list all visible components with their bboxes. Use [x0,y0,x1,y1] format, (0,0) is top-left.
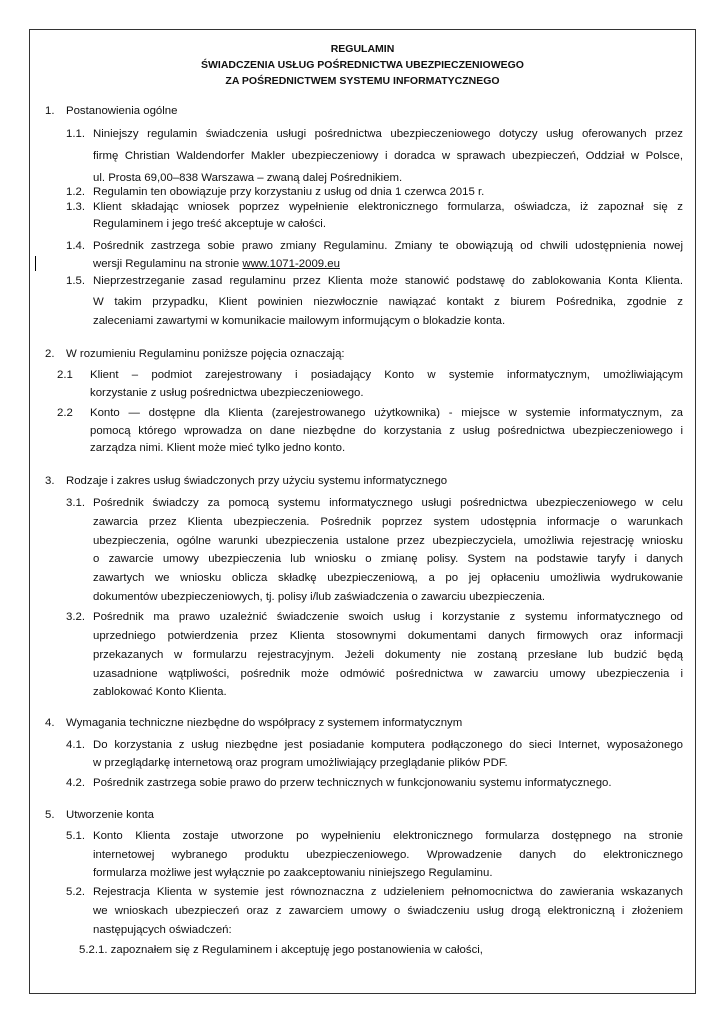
paragraph-line: Pośrednik ma prawo uzależnić świadczenie swoich usług i korzystanie z systemu informatycznego od [93,611,683,623]
paragraph-line: zawarcia przez Klienta ubezpieczenia. Pośrednik poprzez system udostępnia informacje o warunkach [93,516,683,528]
subparagraph-line: 5.2.1. zapoznałem się z Regulaminem i akceptuję jego postanowienia w całości, [79,944,483,956]
paragraph-line: zarządza nimi. Klient może mieć tylko jedno konto. [90,442,346,454]
paragraph-number: 3.2. [66,611,85,623]
section-number: 5. [45,809,55,821]
section-number: 2. [45,348,55,360]
section-heading: Postanowienia ogólne [66,105,178,117]
section-heading: Rodzaje i zakres usług świadczonych przy użyciu systemu informatycznego [66,475,448,487]
paragraph-line: następujących oświadczeń: [93,924,232,936]
document-title: REGULAMIN [330,43,395,55]
revision-change-bar [35,256,36,271]
paragraph-line: Do korzystania z usług niezbędne jest posiadanie komputera podłączonego do sieci Internet, wyposażonego [93,739,683,751]
paragraph-number: 1.5. [66,275,85,287]
section-heading: Utworzenie konta [66,809,155,821]
paragraph-number: 1.4. [66,240,85,252]
section-number: 4. [45,717,55,729]
document-subtitle-line-2: ZA POŚREDNICTWEM SYSTEMU INFORMATYCZNEGO [225,75,500,87]
paragraph-line: Regulamin ten obowiązuje przy korzystaniu z usług od dnia 1 czerwca 2015 r. [93,186,485,198]
paragraph-line: pomocą którego wprowadza on dane niezbędne do korzystania z usług pośrednictwa ubezpieczeniowego i [90,425,683,437]
paragraph-line: firmę Christian Waldendorfer Makler ubezpieczeniowy i doradca w sprawach ubezpieczeń, Oddział w Polsce, [93,150,683,162]
paragraph-number: 5.2. [66,886,85,898]
paragraph-line: we wnioskach ubezpieczeń oraz z zawarciem umowy o świadczeniu usług drogą elektroniczną i złożeniem [93,905,683,917]
website-link[interactable]: www.1071-2009.eu [242,258,340,270]
paragraph-line: uzasadnione wątpliwości, pośrednik może odmówić pośrednictwa w zawarciu umowy ubezpieczenia i [93,668,683,680]
paragraph-number: 5.1. [66,830,85,842]
paragraph-line: dokumentów ubezpieczeniowych, tj. polisy i/lub zaświadczenia o zawarciu ubezpieczenia. [93,591,546,603]
paragraph-line: ul. Prosta 69,00–838 Warszawa – zwaną dalej Pośrednikiem. [93,172,403,184]
paragraph-line: Pośrednik zastrzega sobie prawo zmiany Regulaminu. Zmiany te obowiązują od chwili udostępnienia nowej [93,240,683,252]
paragraph-number: 1.1. [66,128,85,140]
paragraph-text: wersji Regulaminu na stronie [93,258,240,270]
paragraph-line: Rejestracja Klienta w systemie jest równoznaczna z udzieleniem pełnomocnictwa do zawierania wskazanych [93,886,683,898]
paragraph-line: Konto — dostępne dla Klienta (zarejestrowanego użytkownika) - miejsce w systemie informatycznym, za [90,407,683,419]
section-heading: Wymagania techniczne niezbędne do współpracy z systemem informatycznym [66,717,463,729]
paragraph-number: 2.1 [57,369,73,381]
document-subtitle-line-1: ŚWIADCZENIA USŁUG POŚREDNICTWA UBEZPIECZENIOWEGO [201,59,524,71]
paragraph-line: Pośrednik świadczy za pomocą systemu informatycznego usługi pośrednictwa ubezpieczeniowego w celu [93,497,683,509]
paragraph-number: 4.2. [66,777,85,789]
section-number: 3. [45,475,55,487]
paragraph-number: 2.2 [57,407,73,419]
paragraph-line: Niniejszy regulamin świadczenia usługi pośrednictwa ubezpieczeniowego dotyczy usług oferowanych przez [93,128,683,140]
paragraph-line: ubezpieczenia, ogólne warunki ubezpieczenia ustalone przez ubezpieczyciela, umożliwia rejestrację wniosku [93,535,683,547]
paragraph-line: Klient składając wniosek poprzez wypełnienie elektronicznego formularza, oświadcza, iż zapoznał się z [93,201,683,213]
paragraph-line: zawartych we wniosku oblicza składkę ubezpieczeniową, a po jej opłaceniu umożliwia wydrukowanie [93,572,683,584]
paragraph-line: przekazanych w formularzu rejestracyjnym. Jeżeli dokumenty nie zostaną przesłane lub budzić będą [93,649,683,661]
paragraph-line: Klient – podmiot zarejestrowany i posiadający Konto w systemie informatycznym, umożliwiającym [90,369,683,381]
paragraph-line: o zawarcie umowy ubezpieczenia lub wniosku o zmianę polisy. System na podstawie taryfy i danych [93,553,683,565]
paragraph-number: 1.3. [66,201,85,213]
paragraph-number: 3.1. [66,497,85,509]
paragraph-line: zablokować Konto Klienta. [93,686,227,698]
paragraph-line: uprzedniego potwierdzenia przez Klienta stosownymi dokumentami danych firmowych oraz informacji [93,630,683,642]
section-number: 1. [45,105,55,117]
paragraph-line: Konto Klienta zostaje utworzone po wypełnieniu elektronicznego formularza dostępnego na stronie [93,830,683,842]
paragraph-line: Nieprzestrzeganie zasad regulaminu przez Klienta może stanowić podstawę do zablokowania Konta Klienta. [93,275,683,287]
paragraph-number: 4.1. [66,739,85,751]
paragraph-line: zaleceniami zawartymi w komunikacie mailowym informującym o blokadzie konta. [93,315,506,327]
paragraph-line: internetowej wybranego produktu ubezpieczeniowego. Wprowadzenie danych do elektronicznego [93,849,683,861]
paragraph-line: W takim przypadku, Klient powinien niezwłocznie nawiązać kontakt z biurem Pośrednika, zgodnie z [93,296,683,308]
paragraph-number: 1.2. [66,186,85,198]
paragraph-line: w przeglądarkę internetową oraz program umożliwiający przeglądanie plików PDF. [93,757,508,769]
paragraph-line: Pośrednik zastrzega sobie prawo do przerw technicznych w funkcjonowaniu systemu informatycznego. [93,777,612,789]
paragraph-line: korzystanie z usług pośrednictwa ubezpieczeniowego. [90,387,364,399]
section-heading: W rozumieniu Regulaminu poniższe pojęcia oznaczają: [66,348,345,360]
paragraph-line: formularza możliwe jest wyłącznie po zaakceptowaniu niniejszego Regulaminu. [93,867,493,879]
paragraph-line: Regulaminem i jego treść akceptuje w całości. [93,218,326,230]
